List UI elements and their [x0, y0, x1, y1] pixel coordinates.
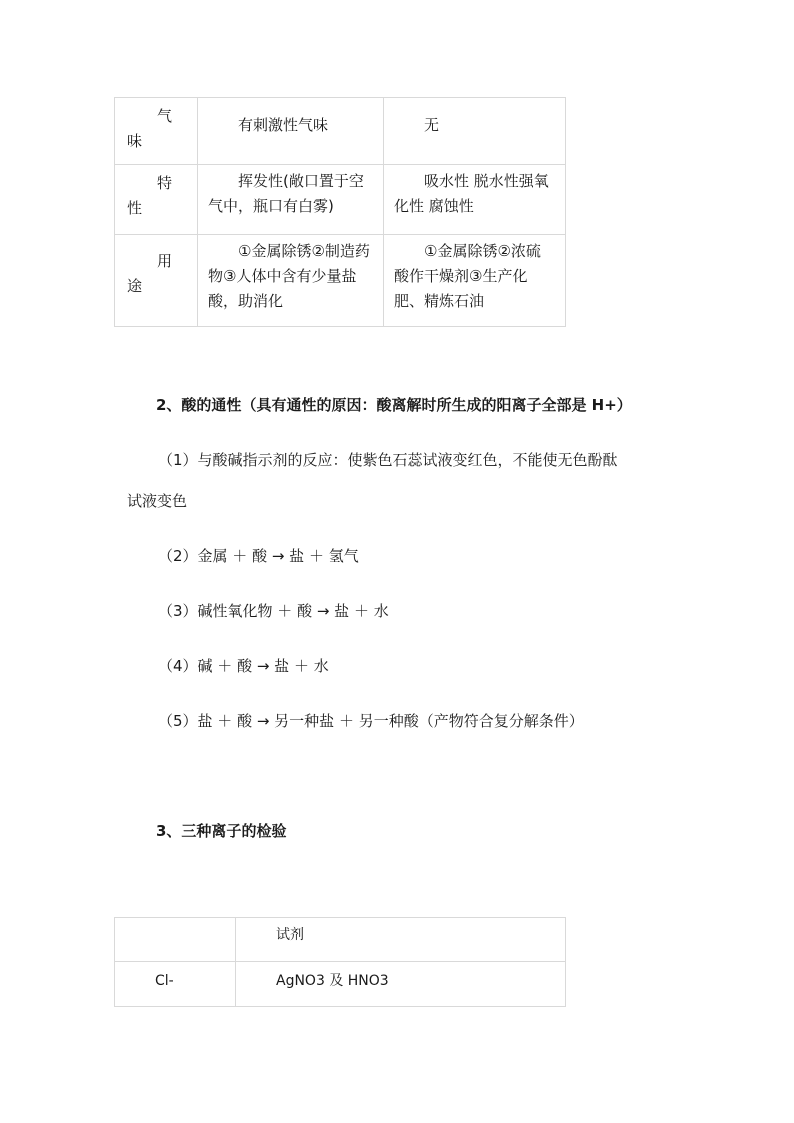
row-label-part: 味: [127, 132, 143, 150]
table-cell: 挥发性(敞口置于空气中，瓶口有白雾): [198, 165, 384, 235]
table-row: [115, 98, 566, 165]
row-label: [115, 235, 198, 327]
row-label: [115, 165, 198, 235]
section-heading: 2、酸的通性（具有通性的原因：酸离解时所生成的阳离子全部是 H+）: [156, 396, 632, 414]
list-item: （2）金属 ＋ 酸 → 盐 ＋ 氢气: [158, 547, 359, 565]
table-cell: 有刺激性气味: [198, 98, 384, 165]
table-cell: 吸水性 脱水性强氧化性 腐蚀性: [384, 165, 566, 235]
table-cell: Cl-: [115, 962, 236, 1007]
table-cell: AgNO3 及 HNO3: [236, 962, 566, 1007]
table-header-cell: 试剂: [236, 918, 566, 962]
table-cell: ①金属除锈②制造药物③人体中含有少量盐酸，助消化: [198, 235, 384, 327]
row-label-part: 气: [157, 107, 173, 125]
table-row: [115, 235, 566, 327]
row-label-part: 途: [127, 277, 143, 295]
list-item-continuation: 试液变色: [127, 492, 188, 510]
table-row: [115, 962, 566, 1007]
list-item: （4）碱 ＋ 酸 → 盐 ＋ 水: [158, 657, 329, 675]
table-cell: ①金属除锈②浓硫酸作干燥剂③生产化肥、精炼石油: [384, 235, 566, 327]
row-label-part: 特: [157, 174, 173, 192]
list-item: （1）与酸碱指示剂的反应：使紫色石蕊试液变红色，不能使无色酚酞: [158, 451, 618, 469]
table-cell: 无: [384, 98, 566, 165]
list-item: （5）盐 ＋ 酸 → 另一种盐 ＋ 另一种酸（产物符合复分解条件）: [158, 712, 584, 730]
list-item: （3）碱性氧化物 ＋ 酸 → 盐 ＋ 水: [158, 602, 389, 620]
row-label-part: 性: [127, 199, 143, 217]
table-row: [115, 165, 566, 235]
row-label-part: 用: [157, 252, 173, 270]
ion-test-table: [114, 917, 566, 1007]
table-header-row: [115, 918, 566, 962]
table-header-cell: [115, 918, 236, 962]
section-heading: 3、三种离子的检验: [156, 822, 287, 840]
row-label: [115, 98, 198, 165]
acid-properties-table: [114, 97, 566, 327]
